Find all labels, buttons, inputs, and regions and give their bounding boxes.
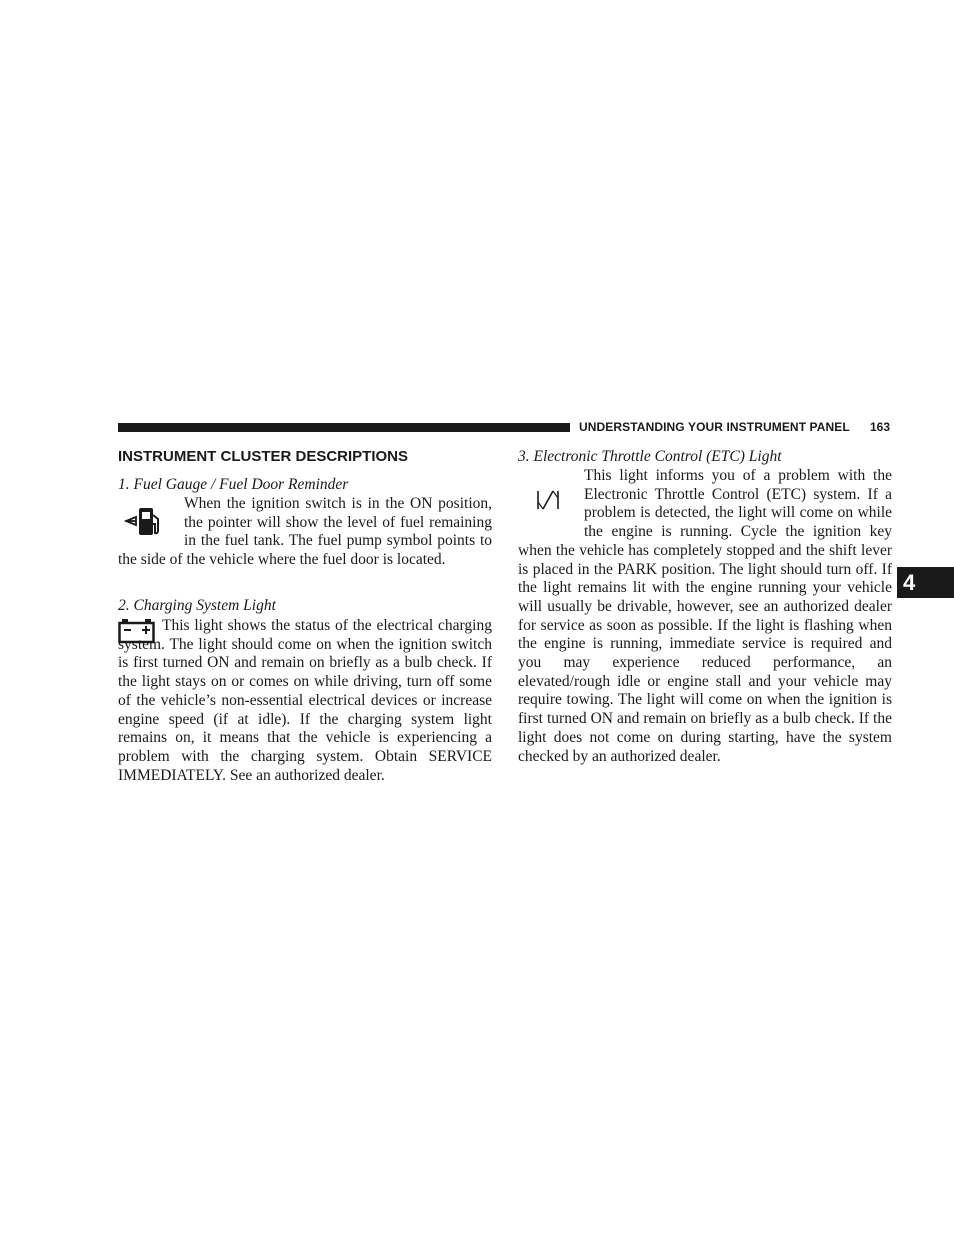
- header-rule: [118, 423, 570, 432]
- section-heading: INSTRUMENT CLUSTER DESCRIPTIONS: [118, 448, 409, 465]
- chapter-tab: 4: [897, 567, 954, 598]
- item-3-heading: 3. Electronic Throttle Control (ETC) Light: [518, 448, 782, 465]
- running-header-title: UNDERSTANDING YOUR INSTRUMENT PANEL: [579, 420, 850, 434]
- item-1-heading: 1. Fuel Gauge / Fuel Door Reminder: [118, 476, 349, 493]
- item-2-text: This light shows the status of the electrical charging system. The light should come on when the ignition switch is first turned ON and remain on briefly as a bulb check. If the light stays on or comes on while driving, turn off some of the vehicle’s non-essential electrical devices or increase engine speed (if at idle). If the charging system light remains on, it means that the vehicle is experiencing a problem with the charging system. Obtain SERVICE IMMEDIATELY. See an authorized dealer.: [118, 617, 492, 784]
- item-3-text: This light informs you of a problem with the Electronic Throttle Control (ETC) system. If a problem is detected, the light will come on while the engine is running. Cycle the ignition key when the vehicle has completely stopped and the shift lever is placed in the PARK position. The light should turn off. If the light remains lit with the engine running your vehicle will usually be drivable, however, see an authorized dealer for service as soon as possible. If the light is flashing when the engine is running, immediate service is required and you may experience reduced performance, an elevated/rough idle or engine stall and your vehicle may require towing. The light will come on when the ignition is first turned ON and remain on briefly as a bulb check. If the light does not come on during starting, have the system checked by an authorized dealer.: [518, 467, 892, 765]
- item-1-text: When the ignition switch is in the ON position, the pointer will show the level of fuel remaining in the fuel tank. The fuel pump symbol points to the side of the vehicle where the fuel door is located.: [118, 495, 492, 569]
- item-2-heading: 2. Charging System Light: [118, 597, 276, 614]
- page-number: 163: [870, 420, 891, 434]
